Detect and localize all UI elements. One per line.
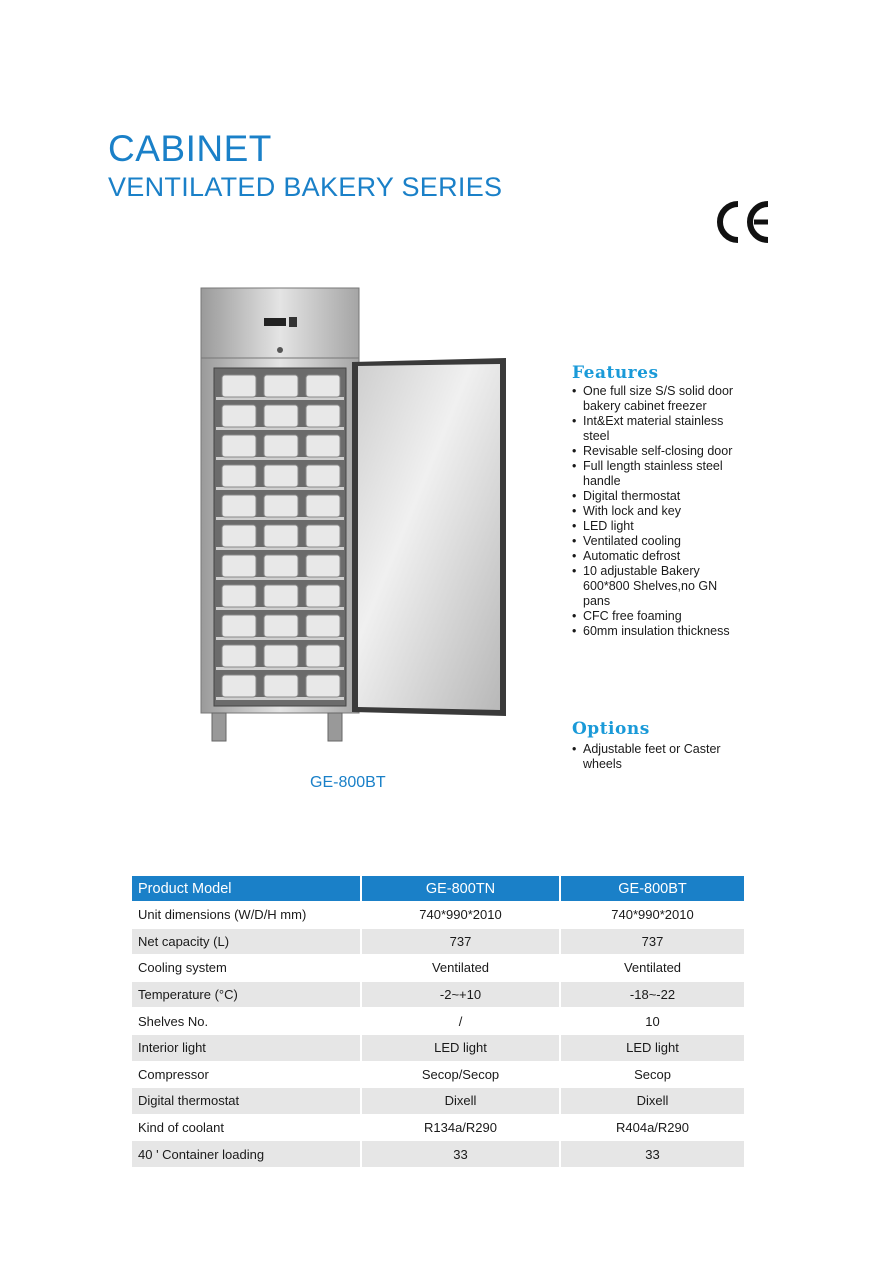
page-title: CABINET bbox=[108, 128, 272, 169]
table-cell: 737 bbox=[559, 928, 744, 955]
table-cell: Compressor bbox=[132, 1061, 360, 1088]
list-item: • Revisable self-closing door bbox=[572, 444, 742, 459]
table-row bbox=[132, 1087, 744, 1114]
table-row bbox=[132, 901, 744, 928]
table-cell: -2~+10 bbox=[360, 981, 559, 1008]
options-list bbox=[572, 742, 742, 772]
options-heading: Options bbox=[572, 719, 650, 739]
table-row bbox=[132, 1114, 744, 1141]
list-item: • Int&Ext material stainless steel bbox=[572, 414, 742, 444]
table-cell: Ventilated bbox=[360, 954, 559, 981]
table-cell: Digital thermostat bbox=[132, 1087, 360, 1114]
table-header-cell: Product Model bbox=[132, 876, 360, 901]
table-cell: Secop bbox=[559, 1061, 744, 1088]
product-model-caption: GE-800BT bbox=[310, 774, 386, 791]
table-row bbox=[132, 981, 744, 1008]
table-cell: 10 bbox=[559, 1007, 744, 1034]
ce-mark-logo bbox=[714, 198, 774, 246]
list-item: • Ventilated cooling bbox=[572, 534, 742, 549]
table-cell: 737 bbox=[360, 928, 559, 955]
table-cell: Shelves No. bbox=[132, 1007, 360, 1034]
table-row bbox=[132, 954, 744, 981]
list-item: • LED light bbox=[572, 519, 742, 534]
table-cell: Unit dimensions (W/D/H mm) bbox=[132, 901, 360, 928]
table-cell: 40 ' Container loading bbox=[132, 1140, 360, 1167]
table-header-cell: GE-800TN bbox=[360, 876, 559, 901]
table-cell: Net capacity (L) bbox=[132, 928, 360, 955]
spec-table bbox=[132, 876, 744, 1167]
list-item: • 10 adjustable Bakery 600*800 Shelves,no GN pans bbox=[572, 564, 742, 609]
page-subtitle: VENTILATED BAKERY SERIES bbox=[108, 172, 503, 202]
features-heading: Features bbox=[572, 363, 659, 383]
table-cell: R134a/R290 bbox=[360, 1114, 559, 1141]
table-header-row bbox=[132, 876, 744, 901]
list-item: • 60mm insulation thickness bbox=[572, 624, 742, 639]
features-list bbox=[572, 384, 742, 639]
table-row bbox=[132, 1034, 744, 1061]
list-item: • With lock and key bbox=[572, 504, 742, 519]
table-cell: Secop/Secop bbox=[360, 1061, 559, 1088]
table-cell: 33 bbox=[360, 1140, 559, 1167]
table-cell: Ventilated bbox=[559, 954, 744, 981]
table-cell: / bbox=[360, 1007, 559, 1034]
list-item: • CFC free foaming bbox=[572, 609, 742, 624]
list-item: • Adjustable feet or Caster wheels bbox=[572, 742, 742, 772]
list-item: • Full length stainless steel handle bbox=[572, 459, 742, 489]
table-cell: -18~-22 bbox=[559, 981, 744, 1008]
table-cell: LED light bbox=[559, 1034, 744, 1061]
table-row bbox=[132, 1007, 744, 1034]
table-row bbox=[132, 1061, 744, 1088]
table-cell: Kind of coolant bbox=[132, 1114, 360, 1141]
table-row bbox=[132, 1140, 744, 1167]
table-cell: Dixell bbox=[360, 1087, 559, 1114]
table-cell: 740*990*2010 bbox=[360, 901, 559, 928]
product-image bbox=[196, 284, 516, 746]
table-cell: 740*990*2010 bbox=[559, 901, 744, 928]
table-cell: Temperature (°C) bbox=[132, 981, 360, 1008]
table-cell: R404a/R290 bbox=[559, 1114, 744, 1141]
table-cell: Cooling system bbox=[132, 954, 360, 981]
table-cell: 33 bbox=[559, 1140, 744, 1167]
table-cell: Dixell bbox=[559, 1087, 744, 1114]
list-item: • Automatic defrost bbox=[572, 549, 742, 564]
list-item: • Digital thermostat bbox=[572, 489, 742, 504]
list-item: • One full size S/S solid door bakery cabinet freezer bbox=[572, 384, 742, 414]
table-cell: Interior light bbox=[132, 1034, 360, 1061]
table-header-cell: GE-800BT bbox=[559, 876, 744, 901]
table-cell: LED light bbox=[360, 1034, 559, 1061]
table-row bbox=[132, 928, 744, 955]
